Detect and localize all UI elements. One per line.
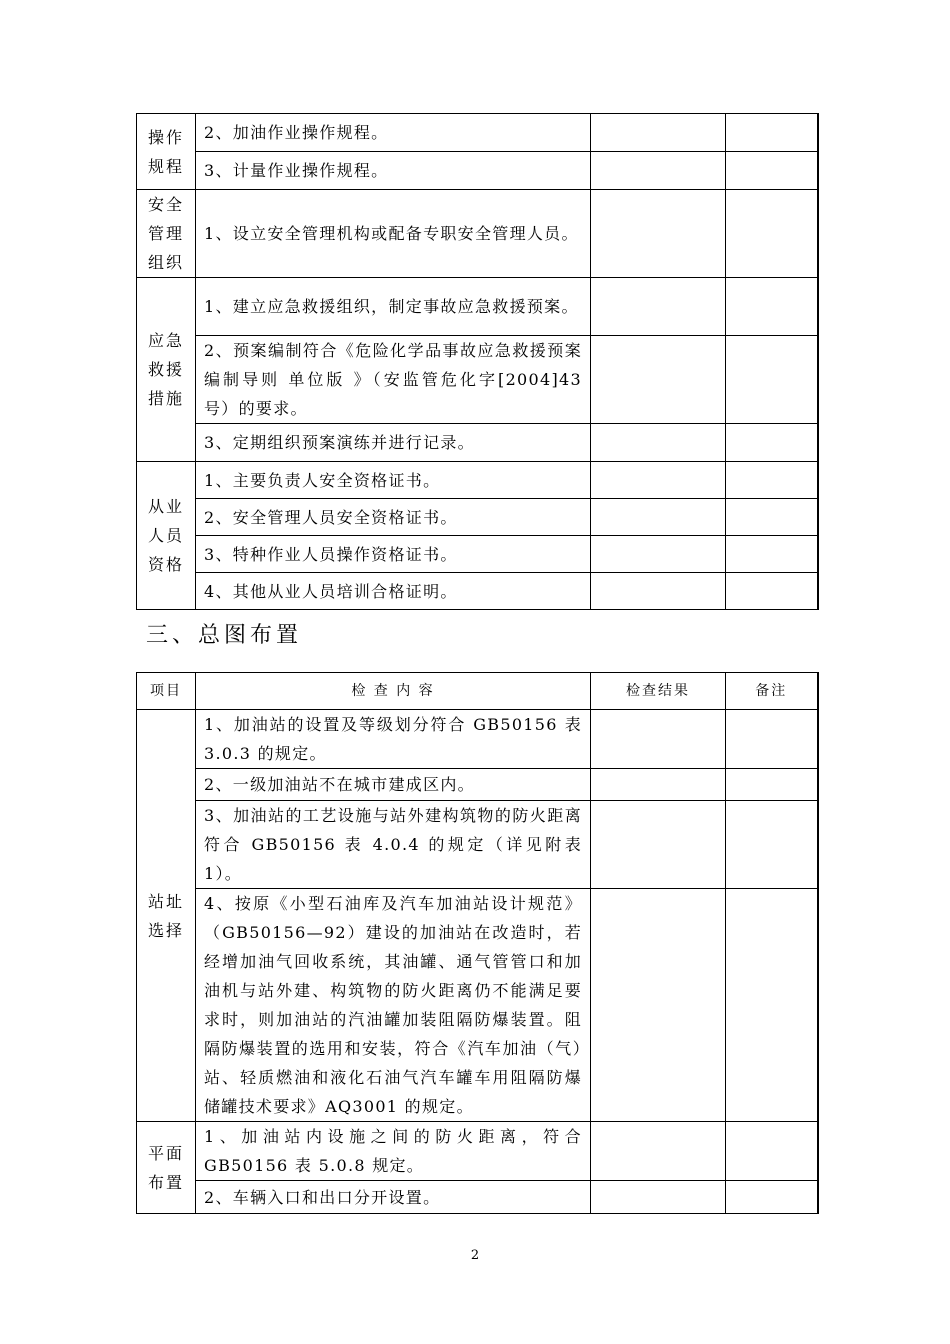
remark-cell[interactable] — [726, 536, 818, 573]
remark-cell[interactable] — [726, 278, 818, 336]
table-row — [137, 710, 818, 769]
table-row — [137, 499, 818, 536]
check-item: 4、其他从业人员培训合格证明。 — [196, 573, 591, 610]
category-cell: 站址选择 — [137, 710, 196, 1122]
table-header-row — [137, 673, 818, 710]
remark-cell[interactable] — [726, 1122, 818, 1181]
result-cell[interactable] — [591, 114, 726, 152]
result-cell[interactable] — [591, 152, 726, 190]
check-item: 3、定期组织预案演练并进行记录。 — [196, 424, 591, 462]
table-row — [137, 190, 818, 278]
check-item: 3、加油站的工艺设施与站外建构筑物的防火距离符合 GB50156 表 4.0.4 的规定（详见附表 1）。 — [196, 801, 591, 889]
result-cell[interactable] — [591, 769, 726, 801]
safety-management-table — [136, 113, 819, 610]
result-cell[interactable] — [591, 336, 726, 424]
category-cell: 操作规程 — [137, 114, 196, 190]
category-cell: 从业人员资格 — [137, 462, 196, 610]
result-cell[interactable] — [591, 1122, 726, 1181]
remark-cell[interactable] — [726, 1181, 818, 1214]
check-item: 2、车辆入口和出口分开设置。 — [196, 1181, 591, 1214]
table-row — [137, 1122, 818, 1181]
check-item: 2、安全管理人员安全资格证书。 — [196, 499, 591, 536]
result-cell[interactable] — [591, 801, 726, 889]
table-row — [137, 336, 818, 424]
header-item: 项目 — [137, 673, 196, 710]
result-cell[interactable] — [591, 278, 726, 336]
result-cell[interactable] — [591, 190, 726, 278]
remark-cell[interactable] — [726, 769, 818, 801]
remark-cell[interactable] — [726, 573, 818, 610]
table-row — [137, 152, 818, 190]
header-remark: 备注 — [726, 673, 818, 710]
check-item: 3、特种作业人员操作资格证书。 — [196, 536, 591, 573]
remark-cell[interactable] — [726, 114, 818, 152]
page-number: 2 — [470, 1248, 480, 1263]
remark-cell[interactable] — [726, 190, 818, 278]
header-content: 检 查 内 容 — [196, 673, 591, 710]
header-result: 检查结果 — [591, 673, 726, 710]
check-item: 1、设立安全管理机构或配备专职安全管理人员。 — [196, 190, 591, 278]
result-cell[interactable] — [591, 889, 726, 1122]
check-item: 2、预案编制符合《危险化学品事故应急救援预案编制导则 单位版 》（安监管危化字[2004]43 号）的要求。 — [196, 336, 591, 424]
category-cell: 安全管理组织 — [137, 190, 196, 278]
check-item: 1、加油站的设置及等级划分符合 GB50156 表 3.0.3 的规定。 — [196, 710, 591, 769]
check-item: 2、一级加油站不在城市建成区内。 — [196, 769, 591, 801]
result-cell[interactable] — [591, 424, 726, 462]
table-row — [137, 769, 818, 801]
table-row — [137, 536, 818, 573]
table-row — [137, 573, 818, 610]
table-row — [137, 114, 818, 152]
check-item: 1、建立应急救援组织，制定事故应急救援预案。 — [196, 278, 591, 336]
remark-cell[interactable] — [726, 801, 818, 889]
check-item: 2、加油作业操作规程。 — [196, 114, 591, 152]
table-row — [137, 424, 818, 462]
result-cell[interactable] — [591, 536, 726, 573]
check-item: 1、加油站内设施之间的防火距离，符合 GB50156 表 5.0.8 规定。 — [196, 1122, 591, 1181]
result-cell[interactable] — [591, 1181, 726, 1214]
remark-cell[interactable] — [726, 499, 818, 536]
remark-cell[interactable] — [726, 424, 818, 462]
remark-cell[interactable] — [726, 710, 818, 769]
table-row — [137, 1181, 818, 1214]
remark-cell[interactable] — [726, 336, 818, 424]
result-cell[interactable] — [591, 462, 726, 499]
remark-cell[interactable] — [726, 462, 818, 499]
table-row — [137, 462, 818, 499]
result-cell[interactable] — [591, 499, 726, 536]
check-item: 4、按原《小型石油库及汽车加油站设计规范》（GB50156—92）建设的加油站在改造时，若经增加油气回收系统，其油罐、通气管管口和加油机与站外建、构筑物的防火距离仍不能满足要求时，则加油站的汽油罐加装阻隔防爆装置。阻隔防爆装置的选用和安装，符合《汽车加油（气）站、轻质燃油和液化石油气汽车罐车用阻隔防爆储罐技术要求》AQ3001 的规定。 — [196, 889, 591, 1122]
result-cell[interactable] — [591, 710, 726, 769]
category-cell: 平面布置 — [137, 1122, 196, 1214]
table-row — [137, 278, 818, 336]
section-title: 三、总图布置 — [146, 623, 303, 648]
result-cell[interactable] — [591, 573, 726, 610]
table-row — [137, 889, 818, 1122]
check-item: 3、计量作业操作规程。 — [196, 152, 591, 190]
remark-cell[interactable] — [726, 152, 818, 190]
remark-cell[interactable] — [726, 889, 818, 1122]
table-row — [137, 801, 818, 889]
check-item: 1、主要负责人安全资格证书。 — [196, 462, 591, 499]
general-layout-table — [136, 672, 819, 1214]
category-cell: 应急救援措施 — [137, 278, 196, 462]
